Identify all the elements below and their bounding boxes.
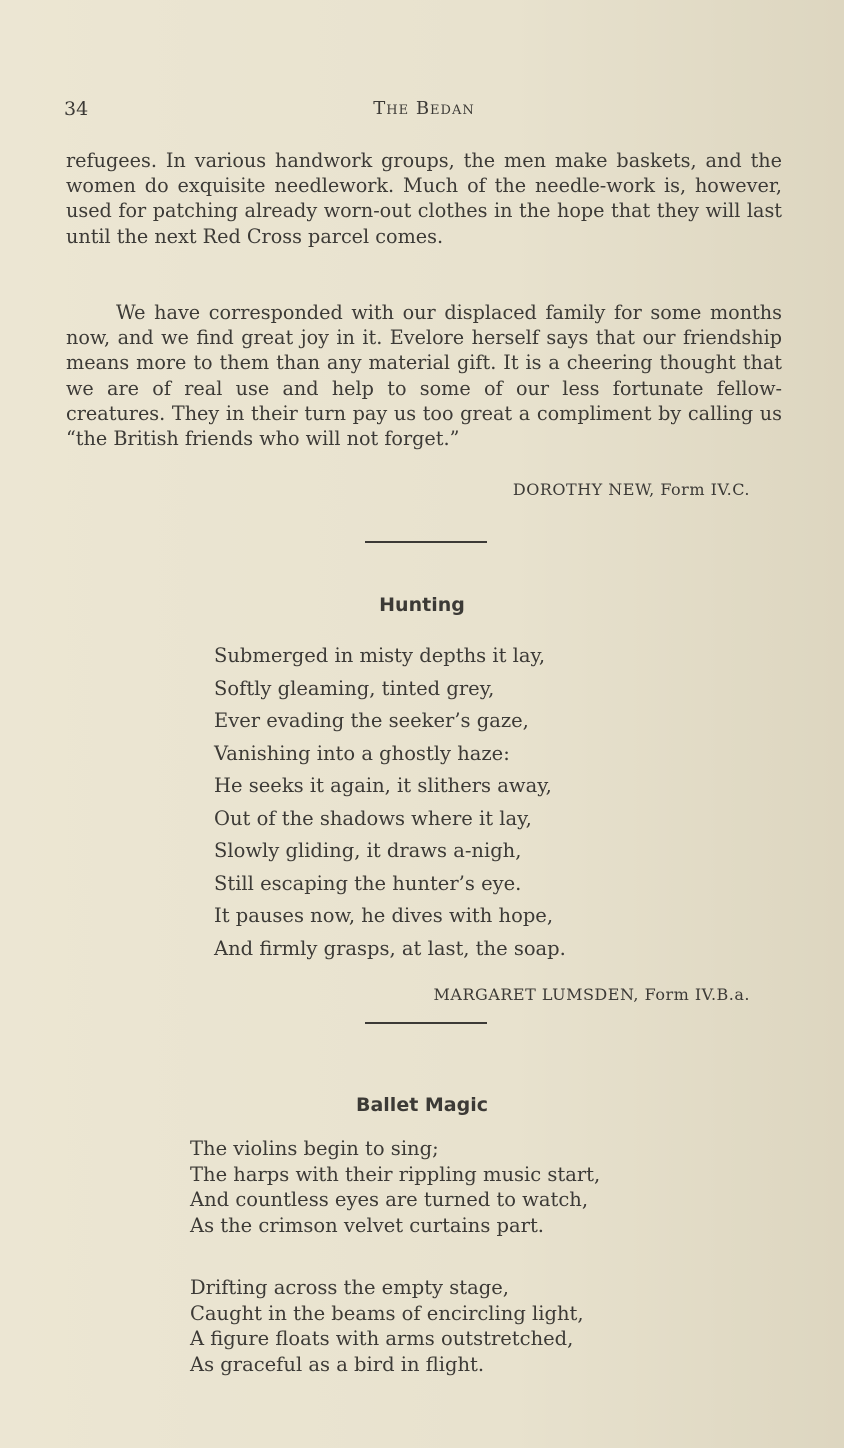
poem-line: He seeks it again, it slithers away, [214,774,552,797]
poem-title-ballet-magic: Ballet Magic [355,1094,489,1116]
author-name: DOROTHY NEW, [512,480,655,499]
poem-line: Submerged in misty depths it lay, [214,644,546,667]
article-signature [513,480,750,499]
poem-title-hunting: Hunting [379,594,465,616]
author-form: Form IV.C. [660,480,750,499]
page-header [64,98,784,124]
poem-line: Vanishing into a ghostly haze: [214,741,510,765]
poem-line: It pauses now, he dives with hope, [214,904,554,927]
poem-line: And firmly grasps, at last, the soap. [214,936,566,960]
poem-hunting [214,640,566,965]
poem-line: Still escaping the hunter’s eye. [214,871,522,895]
poem-line: Ever evading the seeker’s gaze, [214,709,529,732]
poem-line: Drifting across the empty stage, [190,1276,509,1299]
poem-line: And countless eyes are turned to watch, [190,1188,589,1211]
article-paragraph-1: refugees. In various handwork groups, the men make baskets, and the women do exquisite needlework. Much of the needle-work is, however, used for patching already worn-out clothes in the hope that they will last until the next Red Cross parcel comes. [66,149,782,248]
section-divider [365,541,487,543]
section-divider [365,1022,487,1024]
poem-line: The violins begin to sing; [190,1137,439,1160]
article-paragraph-2: We have corresponded with our displaced family for some months now, and we find great joy in it. Evelore herself says that our friendship means more to them than any material gift. It is a cheering thought that we are of real use and help to some of our less fortunate fellow-creatures. They in their turn pay us too great a compliment by calling us “the British friends who will not forget.” [66,301,782,451]
poem-line: Out of the shadows where it lay, [214,806,532,830]
author-form: Form IV.B.a. [644,985,750,1004]
poem-ballet-magic [190,1136,600,1377]
stanza-break [190,1238,600,1275]
poem-line: Caught in the beams of encircling light, [190,1301,584,1325]
author-name: MARGARET LUMSDEN, [433,985,639,1004]
page-number: 34 [64,98,89,120]
poem-line: The harps with their rippling music start, [190,1162,601,1186]
poem-line: As graceful as a bird in flight. [190,1352,485,1376]
poem-line: Softly gleaming, tinted grey, [214,676,495,700]
poem-line: Slowly gliding, it draws a-nigh, [214,839,522,862]
poem-line: As the crimson velvet curtains part. [190,1213,545,1237]
running-head: The Bedan [373,98,475,119]
poem-line: A figure floats with arms outstretched, [190,1327,574,1350]
poem-signature [434,985,750,1004]
